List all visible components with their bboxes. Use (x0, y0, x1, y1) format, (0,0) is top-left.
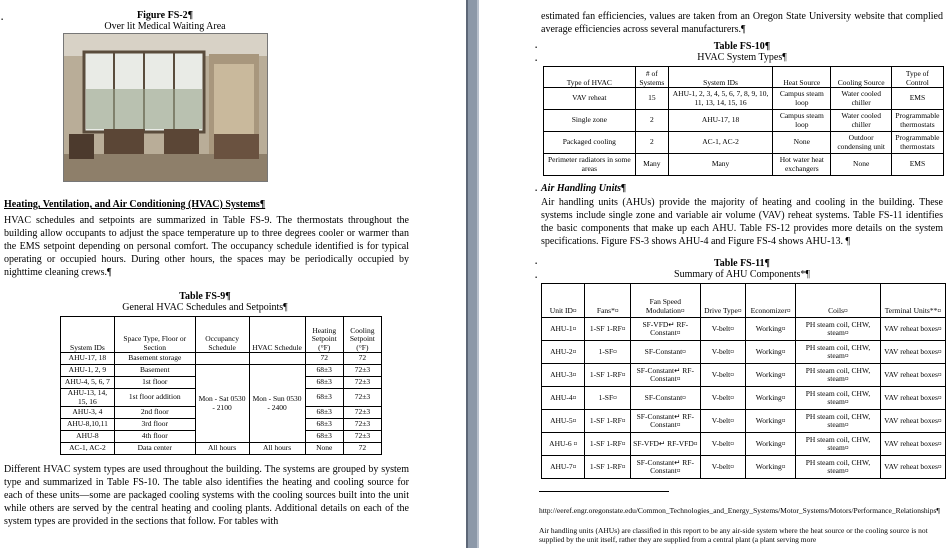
t9-cell: All hours (195, 443, 249, 455)
right-page (479, 0, 949, 548)
table9-title: General HVAC Schedules and Setpoints¶ (122, 302, 288, 313)
figure-label: Figure FS-2¶ (136, 10, 194, 21)
t9-header: System IDs (61, 317, 115, 353)
footnote-url: http://eeref.engr.oregonstate.edu/Common_Technologies_and_Energy_Systems/Motor_Systems/Motors/Performance_Relationships¶ (539, 506, 940, 515)
t9-header: Cooling Setpoint (°F) (343, 317, 381, 353)
t9-header: HVAC Schedule (249, 317, 305, 353)
t10-header: Type of Control (891, 67, 943, 88)
t10-cell: None (773, 132, 831, 154)
t10-cell: AHU-1, 2, 3, 4, 5, 6, 7, 8, 9, 10, 11, 13, 14, 15, 16 (668, 88, 772, 110)
table-row (542, 410, 946, 433)
t11-header: Fan Speed Modulation¤ (631, 284, 701, 318)
ahu-paragraph: Air handling units (AHUs) provide the majority of heating and cooling in the building. These systems include single zone and variable air volume (VAV) reheat systems. Table FS-11 identifies the basic components that make up each AHU. Table FS-12 provides more details on the system specifications. Figure FS-3 shows AHU-4 and Figure FS-4 shows AHU-13. ¶ (541, 197, 943, 247)
t11-cell: SF-Constant¤ (631, 387, 701, 410)
table-fs9 (60, 316, 382, 455)
table-row (544, 154, 944, 176)
t9-cell: 72 (305, 353, 343, 365)
t9-cell: Basement storage (114, 353, 195, 365)
t11-cell: 1-SF 1-RF¤ (585, 456, 631, 479)
t10-cell: Water cooled chiller (831, 110, 891, 132)
t10-header: System IDs (668, 67, 772, 88)
t11-cell: 1-SF 1-RF¤ (585, 318, 631, 341)
t11-cell: PH steam coil, CHW, steam¤ (796, 318, 881, 341)
t11-cell: 1-SF¤ (585, 341, 631, 364)
table10-label: Table FS-10¶ (713, 41, 771, 52)
figure-caption (60, 10, 270, 32)
table-row (61, 353, 382, 365)
t11-header: Fans*¤ (585, 284, 631, 318)
t11-cell: AHU-1¤ (542, 318, 585, 341)
t9-cell: 72±3 (343, 419, 381, 431)
t11-cell: VAV reheat boxes¤ (880, 433, 945, 456)
left-page (0, 0, 466, 548)
t9-cell: AHU-8 (61, 431, 115, 443)
page-gutter (466, 0, 479, 548)
t10-cell: AHU-17, 18 (668, 110, 772, 132)
table-row (61, 443, 382, 455)
t9-cell: 1st floor addition (114, 389, 195, 407)
t10-cell: Outdoor condensing unit (831, 132, 891, 154)
table-fs11 (541, 283, 946, 479)
t10-cell: Campus steam loop (773, 110, 831, 132)
ahu-heading (541, 183, 626, 194)
footnote-separator (539, 491, 669, 492)
t11-cell: Working¤ (746, 364, 796, 387)
t11-cell: AHU-7¤ (542, 456, 585, 479)
t10-header: Heat Source (773, 67, 831, 88)
t11-cell: AHU-3¤ (542, 364, 585, 387)
t9-cell: AHU-3, 4 (61, 407, 115, 419)
table-row (542, 364, 946, 387)
paragraph-mark: . (535, 270, 538, 280)
t10-cell: Campus steam loop (773, 88, 831, 110)
t10-header: Type of HVAC (544, 67, 636, 88)
t9-cell: 2nd floor (114, 407, 195, 419)
t9-cell: 72±3 (343, 377, 381, 389)
table11-label: Table FS-11¶ (714, 258, 770, 269)
t9-cell: AHU-17, 18 (61, 353, 115, 365)
table9-label: Table FS-9¶ (179, 291, 231, 302)
t10-cell: Many (668, 154, 772, 176)
t10-cell: Hot water heat exchangers (773, 154, 831, 176)
t11-cell: VAV reheat boxes¤ (880, 410, 945, 433)
figure-title: Over lit Medical Waiting Area (104, 21, 226, 32)
t11-header: Unit ID¤ (542, 284, 585, 318)
t11-cell: PH steam coil, CHW, steam¤ (796, 364, 881, 387)
paragraph-mark: . (535, 53, 538, 63)
t10-cell: Packaged cooling (544, 132, 636, 154)
t9-cell: 72±3 (343, 431, 381, 443)
t11-cell: Working¤ (746, 318, 796, 341)
t11-cell: PH steam coil, CHW, steam¤ (796, 433, 881, 456)
t9-cell: All hours (249, 443, 305, 455)
t9-cell: 4th floor (114, 431, 195, 443)
t9-cell: AHU-13, 14, 15, 16 (61, 389, 115, 407)
t11-cell: V-belt¤ (700, 341, 746, 364)
t9-cell: 72±3 (343, 365, 381, 377)
t9-cell: 72±3 (343, 389, 381, 407)
t11-cell: VAV reheat boxes¤ (880, 456, 945, 479)
t9-cell: AHU-4, 5, 6, 7 (61, 377, 115, 389)
t9-cell: 68±3 (305, 365, 343, 377)
t9-cell: 68±3 (305, 407, 343, 419)
t10-cell: 2 (635, 132, 668, 154)
footnote-ahu: Air handling units (AHUs) are classified in this report to be any air-side system where the heat source or the cooling source is not supplied by the unit itself, rather they are supplied from a central plant (a plant serving more (539, 526, 928, 544)
t9-cell: 72 (343, 443, 381, 455)
t9-header: Heating Setpoint (°F) (305, 317, 343, 353)
table11-title: Summary of AHU Components*¶ (674, 269, 810, 280)
t9-cell: 1st floor (114, 377, 195, 389)
t11-cell: AHU-5¤ (542, 410, 585, 433)
t9-cell: 68±3 (305, 377, 343, 389)
t10-cell: Programmable thermostats (891, 110, 943, 132)
table9-caption (60, 291, 350, 313)
table11-caption (541, 258, 943, 280)
t9-cell: 68±3 (305, 389, 343, 407)
t9-header: Space Type, Floor or Section (114, 317, 195, 353)
table-row (542, 456, 946, 479)
paragraph-mark: . (1, 12, 4, 22)
t11-cell: PH steam coil, CHW, steam¤ (796, 456, 881, 479)
t9-hvac-merged: Mon - Sun 0530 - 2400 (249, 365, 305, 443)
t9-cell: Data center (114, 443, 195, 455)
t10-header: Cooling Source (831, 67, 891, 88)
t11-header: Economizer¤ (746, 284, 796, 318)
t9-cell: 68±3 (305, 431, 343, 443)
t10-cell: EMS (891, 88, 943, 110)
t11-cell: SF-VFD↵ RF-Constant¤ (631, 318, 701, 341)
table-row (542, 341, 946, 364)
t11-cell: AHU-4¤ (542, 387, 585, 410)
t11-cell: VAV reheat boxes¤ (880, 318, 945, 341)
table-row (542, 433, 946, 456)
table-row (544, 110, 944, 132)
t9-cell: 72±3 (343, 407, 381, 419)
t11-cell: VAV reheat boxes¤ (880, 341, 945, 364)
t11-cell: SF-Constant↵ RF-Constant¤ (631, 456, 701, 479)
t10-cell: Water cooled chiller (831, 88, 891, 110)
t10-cell: Many (635, 154, 668, 176)
t11-header: Terminal Units**¤ (880, 284, 945, 318)
table-row (542, 318, 946, 341)
paragraph-mark: . (535, 40, 538, 50)
t11-cell: 1-SF¤ (585, 387, 631, 410)
t11-cell: PH steam coil, CHW, steam¤ (796, 410, 881, 433)
t9-cell (249, 353, 305, 365)
t11-cell: AHU-6 ¤ (542, 433, 585, 456)
t11-header: Drive Type¤ (700, 284, 746, 318)
t11-cell: VAV reheat boxes¤ (880, 387, 945, 410)
table-row (61, 365, 382, 377)
t9-cell: Basement (114, 365, 195, 377)
t11-cell: SF-Constant¤ (631, 341, 701, 364)
ahu-heading-mark: ¶ (621, 183, 627, 194)
t9-occupancy-merged: Mon - Sat 0530 - 2100 (195, 365, 249, 443)
t11-cell: Working¤ (746, 456, 796, 479)
t11-cell: VAV reheat boxes¤ (880, 364, 945, 387)
fan-efficiency-paragraph: estimated fan efficiencies, values are taken from an Oregon State University website that complied average efficiencies across several manufacturers.¶ (541, 11, 943, 35)
table-fs10 (543, 66, 944, 176)
t10-cell: 15 (635, 88, 668, 110)
system-types-paragraph: Different HVAC system types are used throughout the building. The systems are grouped by system type and summarized in Table FS-10. The table also identifies the heating and cooling source for each of these units—some are packaged cooling systems with the cooling sources built into the unit while others are served by the central heating and cooling plants. Additional details on each of the system types are provided in the sections that follow. For tables with (4, 464, 409, 527)
paragraph-mark: . (535, 256, 538, 266)
t10-cell: Programmable thermostats (891, 132, 943, 154)
t10-cell: VAV reheat (544, 88, 636, 110)
waiting-area-photo (63, 33, 268, 182)
t11-cell: 1-SF 1-RF¤ (585, 410, 631, 433)
t9-cell: 68±3 (305, 419, 343, 431)
t10-cell: AC-1, AC-2 (668, 132, 772, 154)
t11-cell: V-belt¤ (700, 433, 746, 456)
t9-cell: 3rd floor (114, 419, 195, 431)
paragraph-mark: . (535, 183, 538, 193)
table-row (542, 387, 946, 410)
t11-cell: Working¤ (746, 341, 796, 364)
table-row (544, 132, 944, 154)
t9-cell: None (305, 443, 343, 455)
t11-cell: V-belt¤ (700, 410, 746, 433)
t11-cell: Working¤ (746, 433, 796, 456)
t11-cell: 1-SF 1-RF¤ (585, 364, 631, 387)
t11-cell: V-belt¤ (700, 318, 746, 341)
t11-cell: Working¤ (746, 410, 796, 433)
t11-cell: AHU-2¤ (542, 341, 585, 364)
t10-cell: Single zone (544, 110, 636, 132)
t10-cell: None (831, 154, 891, 176)
t9-header: Occupancy Schedule (195, 317, 249, 353)
t9-cell: AHU-8,10,11 (61, 419, 115, 431)
hvac-paragraph: HVAC schedules and setpoints are summarized in Table FS-9. The thermostats throughout the building allow occupants to adjust the space temperature up to three degrees cooler or warmer than the EMS setpoint depending on personal comfort. The occupancy schedule identified is for typical operating or occupied hours. During other hours, the spaces may be periodically occupied by nighttime cleaning crews.¶ (4, 215, 409, 278)
t11-header: Coils¤ (796, 284, 881, 318)
ahu-heading-text: Air Handling Units (541, 183, 622, 194)
t9-cell (195, 353, 249, 365)
t11-cell: V-belt¤ (700, 364, 746, 387)
t9-cell: AHU-1, 2, 9 (61, 365, 115, 377)
t11-cell: Working¤ (746, 387, 796, 410)
t11-cell: V-belt¤ (700, 387, 746, 410)
t9-cell: 72 (343, 353, 381, 365)
t10-header: # of Systems (635, 67, 668, 88)
section-heading-hvac: Heating, Ventilation, and Air Conditioning (HVAC) Systems¶ (4, 199, 266, 210)
t11-cell: PH steam coil, CHW, steam¤ (796, 341, 881, 364)
t11-cell: 1-SF 1-RF¤ (585, 433, 631, 456)
t11-cell: SF-Constant↵ RF-Constant¤ (631, 364, 701, 387)
t11-cell: V-belt¤ (700, 456, 746, 479)
table-row (544, 88, 944, 110)
t11-cell: SF-VFD↵ RF-VFD¤ (631, 433, 701, 456)
t10-cell: EMS (891, 154, 943, 176)
t10-cell: Perimeter radiators in some areas (544, 154, 636, 176)
table10-title: HVAC System Types¶ (697, 52, 787, 63)
t11-cell: SF-Constant↵ RF-Constant¤ (631, 410, 701, 433)
t10-cell: 2 (635, 110, 668, 132)
t11-cell: PH steam coil, CHW, steam¤ (796, 387, 881, 410)
table10-caption (541, 41, 943, 63)
t9-cell: AC-1, AC-2 (61, 443, 115, 455)
